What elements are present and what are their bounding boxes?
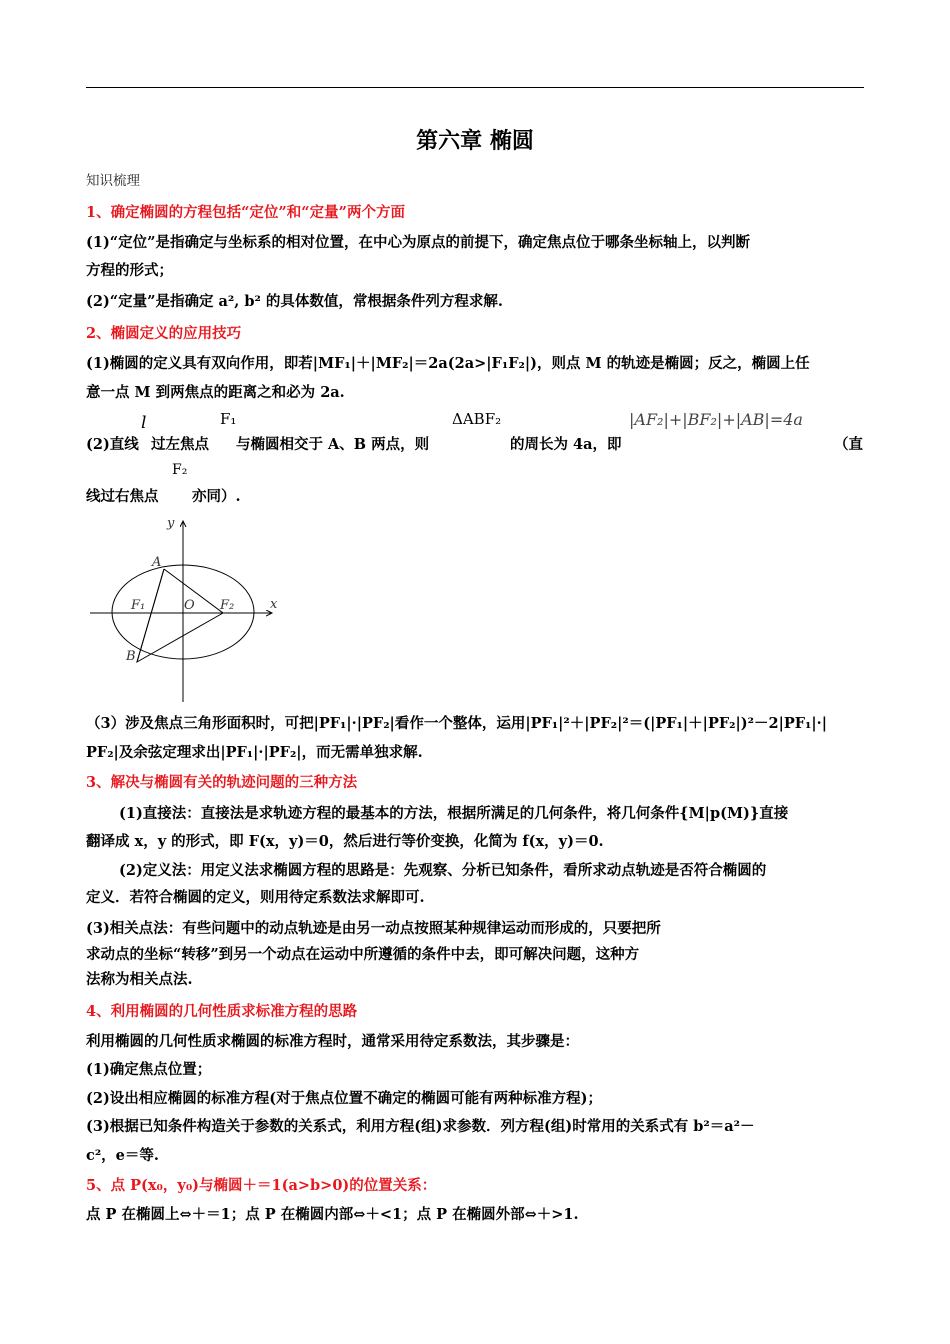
label-x: x xyxy=(270,597,278,612)
sec2-p1b: 意一点 M 到两焦点的距离之和必为 2a. xyxy=(86,384,345,401)
sec1-p2: (2)“定量”是指确定 a², b² 的具体数值，常根据条件列方程求解. xyxy=(86,293,503,310)
sec2-p2-end: （直 xyxy=(834,436,863,453)
sec2-p2-mid3: 的周长为 4a，即 xyxy=(510,436,622,453)
page-title: 第六章 椭圆 xyxy=(416,128,534,154)
sec2-p3b: PF₂|及余弦定理求出|PF₁|·|PF₂|，而无需单独求解. xyxy=(86,744,423,761)
sec3-p3b: 求动点的坐标“转移”到另一个动点在运动中所遵循的条件中去，即可解决问题，这种方 xyxy=(86,946,640,963)
sec3-p3a: (3)相关点法：有些问题中的动点轨迹是由另一动点按照某种规律运动而形成的，只要把所 xyxy=(86,920,661,937)
label-O: O xyxy=(184,598,195,613)
line-l-symbol: l xyxy=(141,413,147,433)
label-y: y xyxy=(167,516,175,531)
triangle-symbol: ΔABF₂ xyxy=(452,410,502,428)
sec3-p1b: 翻译成 x，y 的形式，即 F(x，y)＝0，然后进行等价变换，化简为 f(x，y)＝0. xyxy=(86,833,604,850)
sec1-p1b: 方程的形式； xyxy=(86,262,173,279)
sec2-p2-mid2: 与椭圆相交于 A、B 两点，则 xyxy=(236,436,430,453)
sec3-p3c: 法称为相关点法. xyxy=(86,971,193,988)
subtitle: 知识梳理 xyxy=(86,173,140,189)
F2-symbol: F₂ xyxy=(172,462,188,478)
focal-triangle xyxy=(137,569,223,662)
sec2-p2-mid1: 过左焦点 xyxy=(151,436,209,453)
sec5-p1: 点 P 在椭圆上⇔＋＝1；点 P 在椭圆内部⇔＋<1；点 P 在椭圆外部⇔＋>1. xyxy=(86,1206,579,1223)
F1-symbol: F₁ xyxy=(220,410,237,428)
perimeter-formula: |AF₂|+|BF₂|+|AB|=4a xyxy=(629,410,803,429)
section-2-heading: 2、椭圆定义的应用技巧 xyxy=(86,325,242,342)
ellipse-figure xyxy=(86,515,286,710)
sec4-p1: (1)确定焦点位置； xyxy=(86,1061,212,1078)
sec3-p2b: 定义．若符合椭圆的定义，则用待定系数法求解即可. xyxy=(86,889,425,906)
sec2-p2-start: (2)直线 xyxy=(86,436,139,453)
sec3-p1a: (1)直接法：直接法是求轨迹方程的最基本的方法，根据所满足的几何条件，将几何条件{M|p(M)}直接 xyxy=(119,805,789,822)
header-rule xyxy=(86,87,864,88)
section-1-heading: 1、确定椭圆的方程包括“定位”和“定量”两个方面 xyxy=(86,204,405,221)
sec4-p3b: c²，e＝等. xyxy=(86,1147,159,1164)
section-5-heading: 5、点 P(x₀，y₀)与椭圆＋＝1(a>b>0)的位置关系： xyxy=(86,1177,437,1194)
sec4-p2: (2)设出相应椭圆的标准方程(对于焦点位置不确定的椭圆可能有两种标准方程)； xyxy=(86,1090,603,1107)
section-4-heading: 4、利用椭圆的几何性质求标准方程的思路 xyxy=(86,1003,358,1020)
sec2-p2b-start: 线过右焦点 xyxy=(86,488,159,505)
section-3-heading: 3、解决与椭圆有关的轨迹问题的三种方法 xyxy=(86,774,358,791)
sec2-p2b-end: 亦同）. xyxy=(192,488,241,505)
sec2-p1a: (1)椭圆的定义具有双向作用，即若|MF₁|＋|MF₂|＝2a(2a>|F₁F₂|)，则点 M 的轨迹是椭圆；反之，椭圆上任 xyxy=(86,355,810,372)
label-F1: F₁ xyxy=(131,598,146,613)
sec4-p0: 利用椭圆的几何性质求椭圆的标准方程时，通常采用待定系数法，其步骤是： xyxy=(86,1033,579,1050)
sec2-p3a: （3）涉及焦点三角形面积时，可把|PF₁|·|PF₂|看作一个整体，运用|PF₁|²＋|PF₂|²＝(|PF₁|＋|PF₂|)²－2|PF₁|·| xyxy=(86,715,828,732)
sec3-p2a: (2)定义法：用定义法求椭圆方程的思路是：先观察、分析已知条件，看所求动点轨迹是否符合椭圆的 xyxy=(119,862,767,879)
sec4-p3a: (3)根据已知条件构造关于参数的关系式，利用方程(组)求参数．列方程(组)时常用的关系式有 b²＝a²－ xyxy=(86,1118,755,1135)
label-F2: F₂ xyxy=(220,598,235,613)
sec1-p1a: (1)“定位”是指确定与坐标系的相对位置，在中心为原点的前提下，确定焦点位于哪条坐标轴上，以判断 xyxy=(86,234,750,251)
label-B: B xyxy=(126,649,136,664)
label-A: A xyxy=(152,555,162,570)
